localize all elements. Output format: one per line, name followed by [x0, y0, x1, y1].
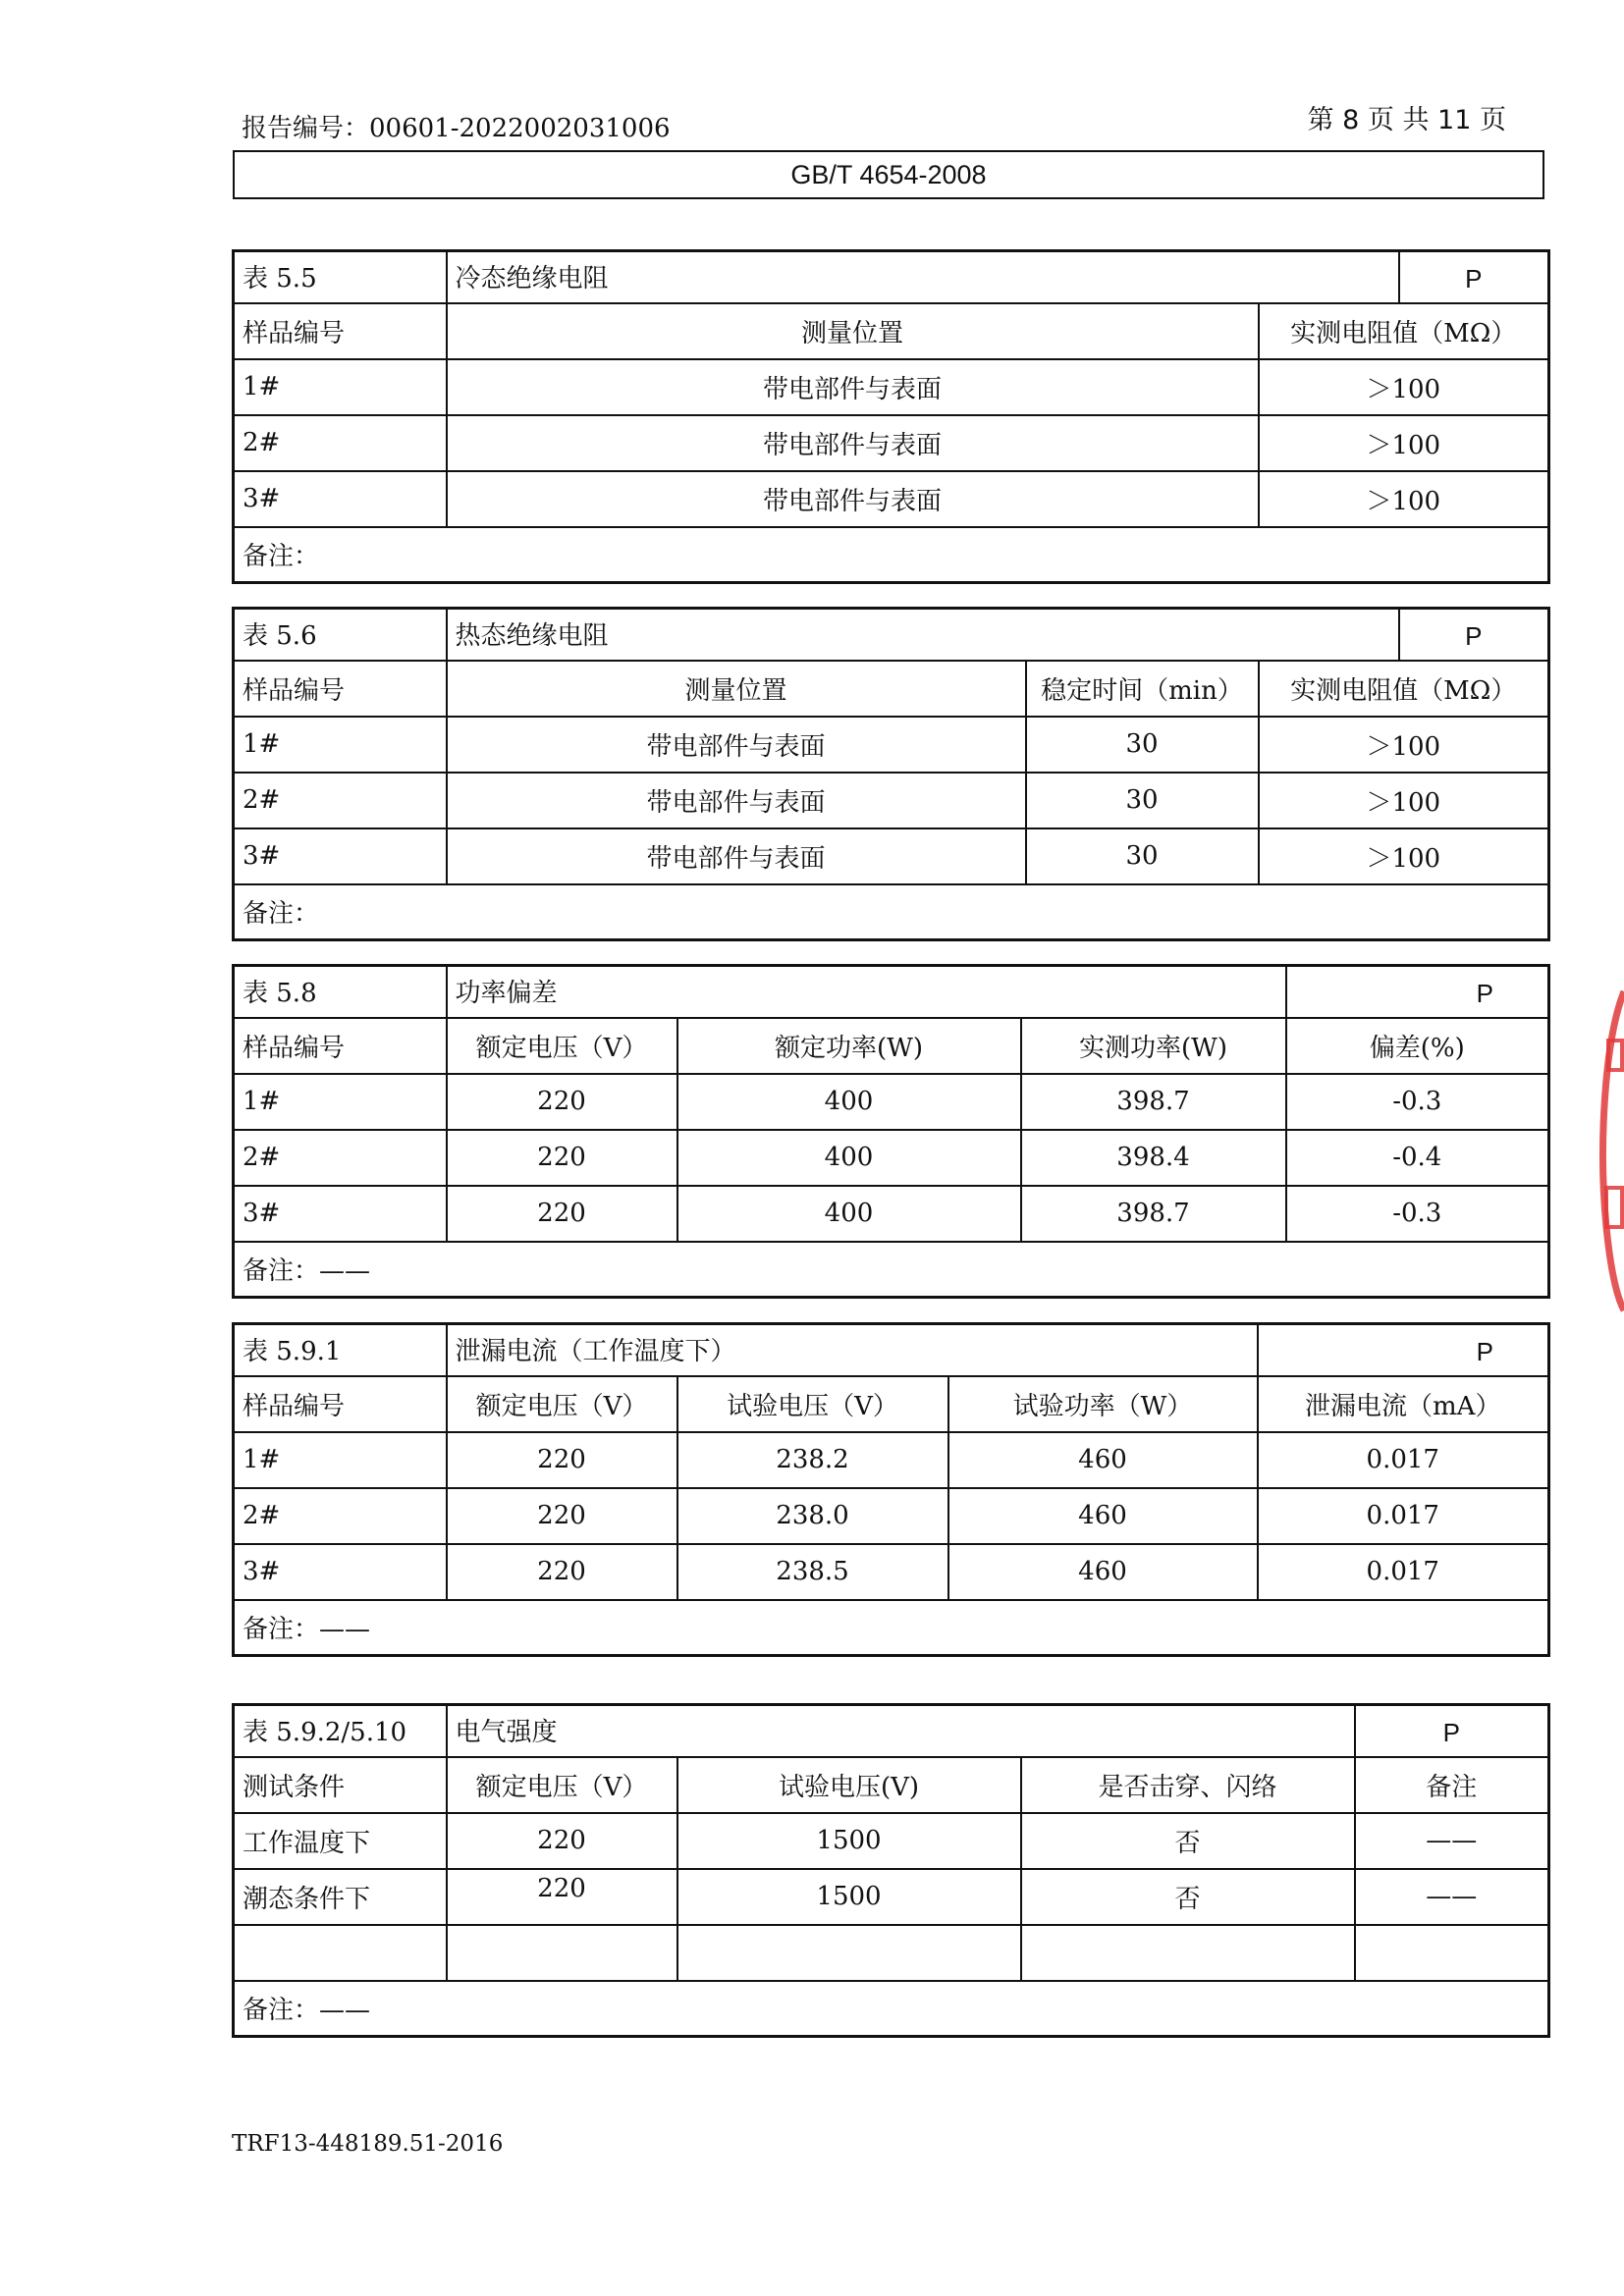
cell: 1# — [234, 1074, 447, 1130]
cell: 220 — [447, 1074, 677, 1130]
column-header: 稳定时间（min） — [1026, 661, 1259, 717]
cell: 0.017 — [1258, 1544, 1549, 1600]
table-row — [234, 359, 1549, 415]
cell: —— — [1355, 1813, 1549, 1869]
cell: 220 — [447, 1130, 677, 1186]
table-number: 表 5.5 — [234, 251, 447, 303]
cell: 带电部件与表面 — [447, 359, 1259, 415]
form-code: TRF13-448189.51-2016 — [232, 2131, 504, 2157]
result-mark: P — [1399, 251, 1549, 303]
cell: 1500 — [677, 1869, 1021, 1925]
cell: 0.017 — [1258, 1488, 1549, 1544]
result-mark: P — [1355, 1705, 1549, 1757]
cell: 3# — [234, 1186, 447, 1242]
cell: 30 — [1026, 828, 1259, 884]
column-header: 样品编号 — [234, 1018, 447, 1074]
table-note: 备注：—— — [234, 1600, 1549, 1656]
cell: 220 — [447, 1432, 677, 1488]
seal-stamp — [1598, 982, 1624, 1315]
cell: 220 — [447, 1544, 677, 1600]
cell: 带电部件与表面 — [447, 828, 1026, 884]
cell: 工作温度下 — [234, 1813, 447, 1869]
cell: 460 — [948, 1432, 1258, 1488]
column-header: 测量位置 — [447, 661, 1026, 717]
table-row — [234, 1813, 1549, 1869]
table-number: 表 5.6 — [234, 609, 447, 661]
column-header: 额定电压（V） — [447, 1757, 677, 1813]
empty-cell — [1021, 1925, 1355, 1981]
table-title: 泄漏电流（工作温度下） — [447, 1324, 1258, 1376]
table-row — [234, 415, 1549, 471]
column-header: 试验电压(V) — [677, 1757, 1021, 1813]
cell: 398.7 — [1021, 1074, 1286, 1130]
cell: 238.2 — [677, 1432, 948, 1488]
empty-cell — [1355, 1925, 1549, 1981]
cell: 220 — [447, 1813, 677, 1869]
cell: -0.3 — [1286, 1074, 1549, 1130]
cell: 2# — [234, 1130, 447, 1186]
cell: ＞100 — [1259, 717, 1549, 773]
cell: 1# — [234, 717, 447, 773]
cell: 238.0 — [677, 1488, 948, 1544]
cell: —— — [1355, 1869, 1549, 1925]
cell: 带电部件与表面 — [447, 415, 1259, 471]
cell: -0.3 — [1286, 1186, 1549, 1242]
cell: 220 — [447, 1869, 677, 1925]
column-header: 备注 — [1355, 1757, 1549, 1813]
table-title: 冷态绝缘电阻 — [447, 251, 1399, 303]
cell: 1500 — [677, 1813, 1021, 1869]
cell: 220 — [447, 1186, 677, 1242]
column-header: 样品编号 — [234, 661, 447, 717]
column-header: 额定电压（V） — [447, 1376, 677, 1432]
column-header: 样品编号 — [234, 1376, 447, 1432]
standard-title: GB/T 4654-2008 — [233, 150, 1544, 199]
cell: 30 — [1026, 717, 1259, 773]
table-title: 电气强度 — [447, 1705, 1355, 1757]
cell: 否 — [1021, 1813, 1355, 1869]
cell: ＞100 — [1259, 471, 1549, 527]
cell: 460 — [948, 1488, 1258, 1544]
cell: 带电部件与表面 — [447, 471, 1259, 527]
cell: 1# — [234, 359, 447, 415]
cell: 3# — [234, 471, 447, 527]
table-row — [234, 1488, 1549, 1544]
cell: 460 — [948, 1544, 1258, 1600]
result-mark: P — [1399, 609, 1549, 661]
column-header: 实测电阻值（MΩ） — [1259, 303, 1549, 359]
cell: 带电部件与表面 — [447, 717, 1026, 773]
table-row — [234, 717, 1549, 773]
table-row — [234, 1074, 1549, 1130]
table-number: 表 5.9.1 — [234, 1324, 447, 1376]
cell: 2# — [234, 1488, 447, 1544]
cell: 400 — [677, 1186, 1021, 1242]
column-header: 试验功率（W） — [948, 1376, 1258, 1432]
table-title: 热态绝缘电阻 — [447, 609, 1399, 661]
table-5-9-1 — [232, 1322, 1550, 1657]
cell: 否 — [1021, 1869, 1355, 1925]
column-header: 实测电阻值（MΩ） — [1259, 661, 1549, 717]
column-header: 额定电压（V） — [447, 1018, 677, 1074]
table-5-5 — [232, 249, 1550, 584]
column-header: 样品编号 — [234, 303, 447, 359]
cell: 398.7 — [1021, 1186, 1286, 1242]
table-row — [234, 773, 1549, 828]
page-indicator: 第 8 页 共 11 页 — [1307, 105, 1506, 135]
table-row — [234, 471, 1549, 527]
table-row — [234, 1544, 1549, 1600]
cell: ＞100 — [1259, 828, 1549, 884]
result-mark: P — [1258, 1324, 1549, 1376]
column-header: 泄漏电流（mA） — [1258, 1376, 1549, 1432]
table-note: 备注： — [234, 884, 1549, 940]
cell: 2# — [234, 415, 447, 471]
cell: 1# — [234, 1432, 447, 1488]
cell: 带电部件与表面 — [447, 773, 1026, 828]
table-row — [234, 828, 1549, 884]
cell: 0.017 — [1258, 1432, 1549, 1488]
empty-cell — [677, 1925, 1021, 1981]
cell: 2# — [234, 773, 447, 828]
table-number: 表 5.9.2/5.10 — [234, 1705, 447, 1757]
table-row — [234, 1869, 1549, 1925]
column-header: 实测功率(W) — [1021, 1018, 1286, 1074]
table-title: 功率偏差 — [447, 966, 1286, 1018]
empty-cell — [447, 1925, 677, 1981]
cell: ＞100 — [1259, 415, 1549, 471]
cell: 3# — [234, 1544, 447, 1600]
cell: 220 — [447, 1488, 677, 1544]
table-5-9-2 — [232, 1703, 1550, 2038]
empty-cell — [234, 1925, 447, 1981]
report-number: 报告编号：00601-2022002031006 — [242, 114, 671, 143]
table-row — [234, 1925, 1549, 1981]
table-row — [234, 1432, 1549, 1488]
table-5-6 — [232, 607, 1550, 941]
cell: 400 — [677, 1130, 1021, 1186]
cell: 潮态条件下 — [234, 1869, 447, 1925]
cell: 398.4 — [1021, 1130, 1286, 1186]
column-header: 偏差(%) — [1286, 1018, 1549, 1074]
table-row — [234, 1186, 1549, 1242]
cell: 3# — [234, 828, 447, 884]
result-mark: P — [1286, 966, 1549, 1018]
cell: ＞100 — [1259, 359, 1549, 415]
cell: 238.5 — [677, 1544, 948, 1600]
table-row — [234, 1130, 1549, 1186]
column-header: 测试条件 — [234, 1757, 447, 1813]
table-note: 备注：—— — [234, 1981, 1549, 2037]
cell: -0.4 — [1286, 1130, 1549, 1186]
table-5-8 — [232, 964, 1550, 1299]
cell: 400 — [677, 1074, 1021, 1130]
column-header: 额定功率(W) — [677, 1018, 1021, 1074]
table-note: 备注： — [234, 527, 1549, 583]
table-note: 备注：—— — [234, 1242, 1549, 1298]
column-header: 是否击穿、闪络 — [1021, 1757, 1355, 1813]
cell: ＞100 — [1259, 773, 1549, 828]
column-header: 测量位置 — [447, 303, 1259, 359]
cell: 30 — [1026, 773, 1259, 828]
table-number: 表 5.8 — [234, 966, 447, 1018]
column-header: 试验电压（V） — [677, 1376, 948, 1432]
